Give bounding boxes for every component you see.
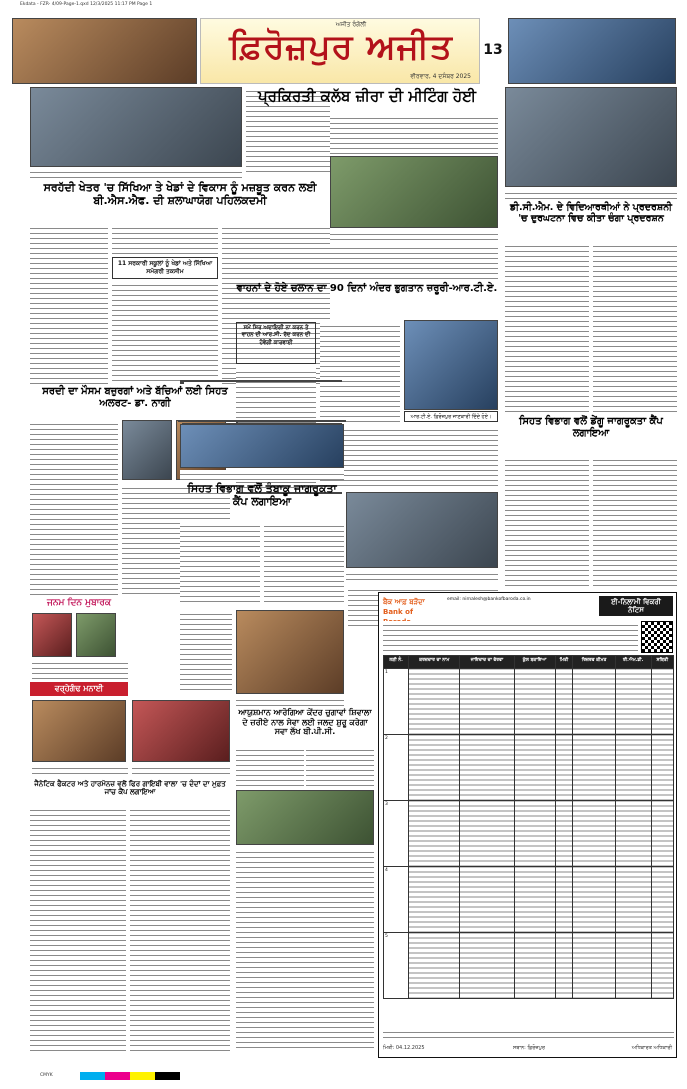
cell bbox=[573, 867, 615, 933]
col-dues: ਕੁੱਲ ਬਕਾਇਆ bbox=[514, 656, 555, 669]
col-date: ਮਿਤੀ bbox=[555, 656, 573, 669]
cell bbox=[514, 735, 555, 801]
cell bbox=[514, 801, 555, 867]
cell bbox=[409, 669, 460, 735]
cell bbox=[555, 933, 573, 999]
bsf-text-col-1 bbox=[30, 224, 108, 384]
tobacco-camp-caption bbox=[180, 470, 344, 480]
dengue-text-1 bbox=[505, 456, 589, 586]
cell bbox=[514, 933, 555, 999]
cell bbox=[460, 801, 514, 867]
row-serial: 3 bbox=[384, 801, 409, 867]
cell bbox=[514, 669, 555, 735]
dental-camp-headline: ਜੈਨੇਟਿਕ ਫੈਕਟਰ ਅਤੇ ਹਾਰਮੋਨਜ਼ ਵਲੋਂ ਫਿਰ ਗਾਇਬੀ ਵਾਲਾ 'ਚ ਦੰਦਾਂ ਦਾ ਮੁਫ਼ਤ ਜਾਂਚ ਕੈਂਪ ਲਗਾਇਆ bbox=[34, 780, 226, 797]
cell bbox=[615, 669, 651, 735]
nature-club-caption bbox=[330, 230, 498, 240]
rta-caption: ਆਰ.ਟੀ.ਏ. ਫ਼ਿਰੋਜ਼ਪੁਰ ਜਾਣਕਾਰੀ ਦਿੰਦੇ ਹੋਏ। bbox=[404, 411, 498, 422]
cell bbox=[615, 933, 651, 999]
cell bbox=[555, 669, 573, 735]
dengue-headline: ਸਿਹਤ ਵਿਭਾਗ ਵਲੋਂ ਡੇਂਗੂ ਜਾਗਰੂਕਤਾ ਕੈਂਪ ਲਗਾਇਆ bbox=[519, 416, 663, 439]
bank-logo bbox=[383, 597, 443, 617]
cell bbox=[409, 867, 460, 933]
cell bbox=[460, 735, 514, 801]
col-status: ਸਥਿਤੀ bbox=[651, 656, 673, 669]
doctor-portrait-1 bbox=[122, 420, 172, 480]
cell bbox=[651, 801, 673, 867]
row-serial: 4 bbox=[384, 867, 409, 933]
bank-name-local: ਬੈਂਕ ਆਫ਼ ਬੜੌਦਾ bbox=[383, 598, 425, 606]
cell bbox=[651, 933, 673, 999]
cell bbox=[514, 867, 555, 933]
placeholder-134 bbox=[178, 420, 180, 422]
cell bbox=[615, 867, 651, 933]
cell bbox=[651, 867, 673, 933]
cell bbox=[573, 735, 615, 801]
color-bar bbox=[80, 1072, 180, 1080]
cell bbox=[615, 735, 651, 801]
col-reserve: ਰਿਜ਼ਰਵ ਕੀਮਤ bbox=[573, 656, 615, 669]
health-alert-headline: ਸਰਦੀ ਦਾ ਮੌਸਮ ਬਜ਼ੁਰਗਾਂ ਅਤੇ ਬੱਚਿਆਂ ਲਈ ਸਿਹਤ ਅਲਰਟ- ਡਾ. ਨਾਗੀ bbox=[42, 386, 228, 409]
masthead-photo-left bbox=[12, 18, 197, 84]
cell bbox=[555, 801, 573, 867]
cmyk-label: CMYK bbox=[40, 1073, 53, 1078]
auction-table bbox=[383, 655, 674, 1025]
placeholder-71 bbox=[180, 380, 342, 382]
health-alert-text-1 bbox=[30, 420, 118, 595]
ayush-text-1 bbox=[236, 746, 304, 786]
birthday-photo-2 bbox=[76, 613, 116, 657]
anniversary-caption-2 bbox=[132, 764, 230, 778]
cell bbox=[555, 735, 573, 801]
rta-portrait bbox=[404, 320, 498, 410]
page-number: 13 bbox=[483, 42, 503, 58]
dental-camp-text-2 bbox=[130, 806, 230, 1051]
cell bbox=[460, 867, 514, 933]
table-row bbox=[384, 735, 674, 801]
masthead-date: ਵੀਰਵਾਰ, 4 ਦਸੰਬਰ 2025 bbox=[410, 73, 471, 80]
qr-code bbox=[641, 621, 673, 653]
masthead bbox=[200, 18, 480, 84]
anniversary-photo-2 bbox=[132, 700, 230, 762]
cell bbox=[409, 735, 460, 801]
bsf-pullquote: 11 ਸਰਕਾਰੀ ਸਕੂਲਾਂ ਨੂੰ ਖੇਡਾਂ ਅਤੇ ਸਿੱਖਿਆ ਸਮੱਗਰੀ ਤਕਸੀਮ bbox=[112, 257, 218, 279]
anniversary-photo bbox=[32, 700, 126, 762]
dental-school-photo bbox=[346, 492, 498, 568]
row-serial: 2 bbox=[384, 735, 409, 801]
bank-ad bbox=[378, 592, 677, 1058]
cell bbox=[573, 801, 615, 867]
birthday-caption bbox=[32, 659, 128, 679]
masthead-title: ਫ਼ਿਰੋਜ਼ਪੁਰ ਅਜੀਤ bbox=[229, 27, 453, 67]
cell bbox=[409, 801, 460, 867]
health-text-left bbox=[180, 610, 232, 694]
ayush-headline: ਆਯੁਸ਼ਮਾਨ ਆਰੋਗਿਆ ਕੇਂਦਰ ਚੁਗਾਵਾਂ ਸ਼ਿਵਾਲਾ ਦੇ ਜ਼ਰੀਏ ਨਾਲ ਸੇਵਾ ਲਈ ਜਲਦ ਸ਼ੁਰੂ ਕਰੇਗਾ ਸਵਾ ਲੱਖ ਬੀ.ਪੀ.ਸੀ. bbox=[238, 708, 372, 737]
cell bbox=[460, 933, 514, 999]
bank-name: Bank of bbox=[383, 608, 413, 616]
cell bbox=[555, 867, 573, 933]
dental-school-caption bbox=[346, 570, 498, 582]
placeholder-131 bbox=[180, 420, 182, 422]
table-row bbox=[384, 867, 674, 933]
masthead-photo-right bbox=[508, 18, 676, 84]
nature-club-headline: ਪ੍ਰਕਿਰਤੀ ਕਲੱਬ ਜ਼ੀਰਾ ਦੀ ਮੀਟਿੰਗ ਹੋਈ bbox=[257, 87, 477, 105]
table-row bbox=[384, 669, 674, 735]
challan-text-1 bbox=[320, 322, 400, 422]
tobacco-camp-text-2 bbox=[264, 522, 344, 606]
bsf-event-photo bbox=[30, 87, 242, 167]
bank-email: email: nirnalesh@bankofbaroda.co.in bbox=[447, 597, 531, 602]
row-serial: 1 bbox=[384, 669, 409, 735]
notice-date: ਮਿਤੀ: 04.12.2025 bbox=[383, 1045, 425, 1051]
placeholder-70 bbox=[182, 382, 184, 384]
challan-headline: ਵਾਹਨਾਂ ਦੇ ਹੋਏ ਚਲਾਨ ਦਾ 90 ਦਿਨਾਂ ਅੰਦਰ ਭੁਗਤਾਨ ਜ਼ਰੂਰੀ-ਆਰ.ਟੀ.ਏ. bbox=[236, 283, 498, 294]
masthead-supplement: ਅਜੀਤ ਰੰਗੋਲੀ bbox=[335, 21, 367, 28]
col-borrower: ਕਰਜ਼ਦਾਰ ਦਾ ਨਾਮ bbox=[409, 656, 460, 669]
nature-club-photo bbox=[330, 156, 498, 228]
table-header bbox=[384, 656, 674, 669]
notice-officer: ਅਧਿਕਾਰਤ ਅਧਿਕਾਰੀ bbox=[631, 1045, 672, 1051]
bsf-text-col-2b bbox=[112, 281, 218, 384]
cell bbox=[409, 933, 460, 999]
print-info: Ekdata - FZR- 4/09-Page-1.qxd 12/3/2025 11:17 PM Page 1 bbox=[20, 2, 153, 7]
dcm-text-1 bbox=[505, 242, 589, 412]
row-serial: 5 bbox=[384, 933, 409, 999]
placeholder-95 bbox=[180, 382, 182, 384]
nature-club-text-top bbox=[330, 114, 498, 154]
birthday-title: ਜਨਮ ਦਿਨ ਮੁਬਾਰਕ bbox=[46, 598, 111, 608]
cell bbox=[615, 801, 651, 867]
tobacco-camp-headline: ਸਿਹਤ ਵਿਭਾਗ ਵਲੋਂ ਤੰਬਾਕੂ ਜਾਗਰੂਕਤਾ ਕੈਂਪ ਲਗਾਇਆ bbox=[187, 482, 337, 509]
dcm-photo bbox=[505, 87, 677, 187]
col-serial: ਲੜੀ ਨੰ. bbox=[384, 656, 409, 669]
dengue-text-2 bbox=[593, 456, 677, 586]
challan-pullquote: ਸਮੇਂ ਸਿਰ ਅਦਾਇਗੀ ਨਾ ਕਰਨ ਤੇ ਵਾਹਨ ਦੀ ਆਰ.ਸੀ. ਰੱਦ ਕਰਨ ਦੀ ਹੋਵੇਗੀ ਕਾਰਵਾਈ bbox=[236, 322, 316, 364]
nature-club-text-bottom bbox=[236, 244, 498, 280]
anniversary-title: ਵਰ੍ਹੇਗੰਢ ਮਨਾਈ bbox=[30, 682, 128, 696]
ayush-text-3 bbox=[236, 848, 374, 1048]
health-photo-caption bbox=[236, 696, 344, 706]
ayush-text-2 bbox=[306, 746, 374, 786]
dcm-caption bbox=[505, 189, 677, 199]
cell bbox=[460, 669, 514, 735]
anniversary-caption bbox=[32, 764, 128, 778]
table-row bbox=[384, 933, 674, 999]
col-property: ਜਾਇਦਾਦ ਦਾ ਵੇਰਵਾ bbox=[460, 656, 514, 669]
dcm-headline: ਡੀ.ਸੀ.ਐਮ. ਦੇ ਵਿਦਿਆਰਥੀਆਂ ਨੇ ਪ੍ਰਦਰਸ਼ਨੀ 'ਚ ਦੁਰਘਟਨਾ ਵਿਚ ਕੀਤਾ ਚੰਗਾ ਪ੍ਰਦਰਸ਼ਨ bbox=[509, 202, 673, 225]
notice-intro bbox=[383, 621, 638, 651]
cell bbox=[651, 669, 673, 735]
health-check-photo bbox=[236, 610, 344, 694]
cell bbox=[573, 933, 615, 999]
dental-camp-text-1 bbox=[30, 806, 126, 1051]
tobacco-camp-photo bbox=[180, 424, 344, 468]
placeholder-121 bbox=[180, 420, 346, 422]
cell bbox=[651, 735, 673, 801]
bsf-text-col-2a bbox=[112, 224, 218, 256]
table-row bbox=[384, 801, 674, 867]
notice-title: ਈ-ਨਿਲਾਮੀ ਵਿਕਰੀ ਨੋਟਿਸ bbox=[599, 596, 673, 616]
cell bbox=[573, 669, 615, 735]
ayush-photo bbox=[236, 790, 374, 845]
notice-place: ਸਥਾਨ: ਫ਼ਿਰੋਜ਼ਪੁਰ bbox=[513, 1045, 545, 1051]
bsf-photo-caption bbox=[30, 168, 242, 178]
bsf-headline: ਸਰਹੱਦੀ ਖੇਤਰ 'ਚ ਸਿੱਖਿਆ ਤੇ ਖੇਡਾਂ ਦੇ ਵਿਕਾਸ ਨੂੰ ਮਜ਼ਬੂਤ ਕਰਨ ਲਈ ਬੀ.ਐਸ.ਐਫ. ਦੀ ਸ਼ਲਾਘਾਯੋਗ ਪਹਿਲਕਦਮੀ bbox=[43, 181, 317, 208]
dcm-text-2 bbox=[593, 242, 677, 412]
tobacco-camp-text-1 bbox=[180, 522, 260, 606]
birthday-photo-1 bbox=[32, 613, 72, 657]
col-emd: ਈ.ਐਮ.ਡੀ. bbox=[615, 656, 651, 669]
notice-terms bbox=[383, 1028, 674, 1042]
challan-text-3 bbox=[320, 426, 498, 488]
